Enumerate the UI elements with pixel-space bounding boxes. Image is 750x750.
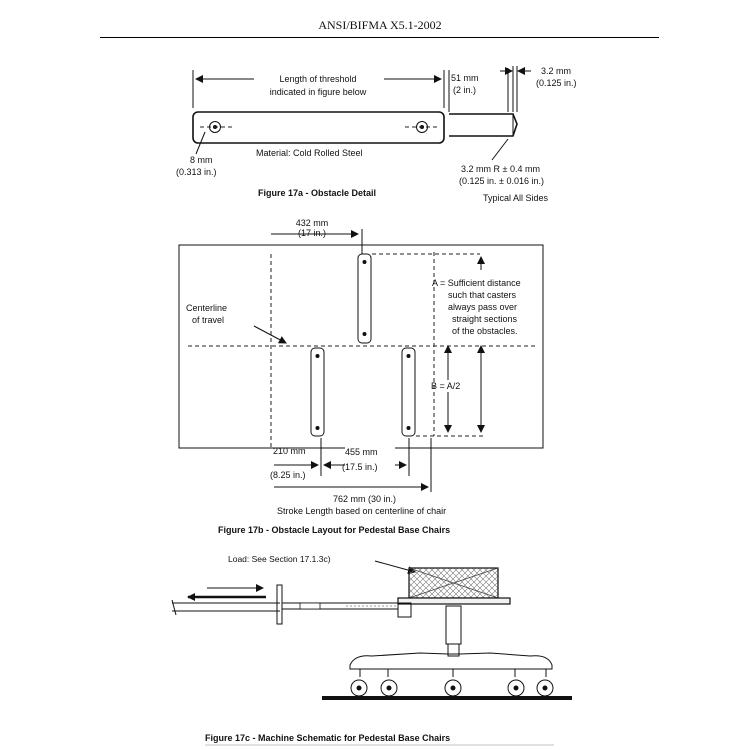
dimension-a-line-4: straight sections [452,314,518,324]
centerline-label-1: Centerline [186,303,228,313]
ram-plate [277,585,282,624]
distance-455-in: (17.5 in.) [342,462,378,472]
thickness-mm: 3.2 mm [541,66,572,76]
obstacle-lower-right [402,348,415,436]
distance-210-mm: 210 mm [273,446,306,456]
radius-mm: 3.2 mm R ± 0.4 mm [461,164,540,174]
figure-17c [172,554,572,745]
dimension-a-line-5: of the obstacles. [452,326,518,336]
casters [351,680,553,696]
chair-column [446,606,461,644]
dimension-b-label: B = A/2 [431,381,461,391]
dimension-a-line-3: always pass over [448,302,518,312]
hole-size-in: (0.313 in.) [176,167,217,177]
thickness-in: (0.125 in.) [536,78,577,88]
spacing-in: (17 in.) [297,228,327,238]
figure-17b [179,218,543,535]
radius-in: (0.125 in. ± 0.016 in.) [459,176,544,186]
distance-210-in: (8.25 in.) [270,470,306,480]
chair-base [350,653,552,669]
distance-762: 762 mm (30 in.) [333,494,397,504]
typical-sides-note: Typical All Sides [483,193,549,203]
floor [322,696,572,700]
load-label: Load: See Section 17.1.3c) [228,554,331,564]
figure-17a [176,66,577,203]
dimension-a-line-2: such that casters [448,290,517,300]
width-mm: 51 mm [451,73,479,83]
width-in: (2 in.) [453,85,477,95]
material-note: Material: Cold Rolled Steel [256,148,363,158]
stroke-length-note: Stroke Length based on centerline of chair [277,506,447,516]
page-header: ANSI/BIFMA X5.1-2002 [318,18,442,32]
centerline-label-2: of travel [192,315,225,325]
threshold-length-label-2: indicated in figure below [269,87,367,97]
spacing-mm: 432 mm [295,218,329,228]
dimension-a-line-1: A = Sufficient distance [432,278,521,288]
figure-17b-caption: Figure 17b - Obstacle Layout for Pedestal Base Chairs [218,525,451,535]
figure-17c-caption: Figure 17c - Machine Schematic for Pedestal Base Chairs [205,733,451,743]
obstacle-upper [358,254,371,343]
figure-17a-caption: Figure 17a - Obstacle Detail [258,188,377,198]
obstacle-lower-left [311,348,324,436]
hole-size-mm: 8 mm [190,155,213,165]
chair-seat [398,598,510,604]
threshold-length-label-1: Length of threshold [279,74,357,84]
bar-section-view [449,114,517,136]
distance-455-mm: 455 mm [345,447,378,457]
